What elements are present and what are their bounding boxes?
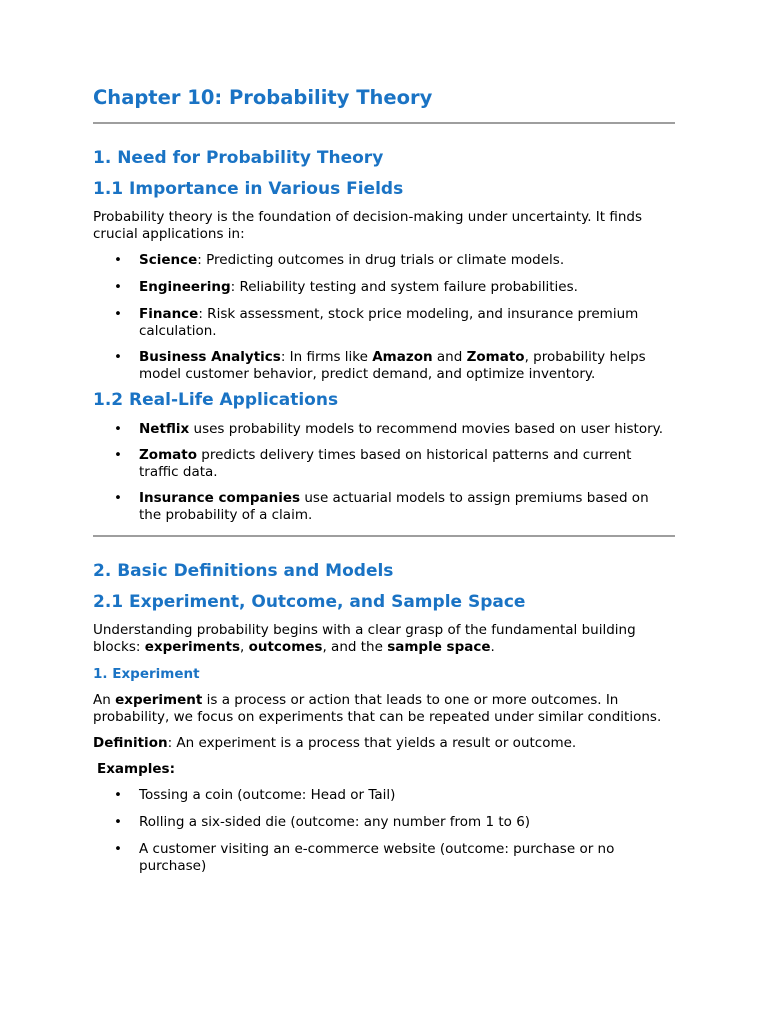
list-item: [93, 447, 675, 481]
list-item-text: use actuarial models to assign premiums based on the probability of a claim.: [139, 490, 649, 523]
examples-list: [93, 787, 675, 875]
section-1-1-heading: 1.1 Importance in Various Fields: [93, 179, 404, 199]
key-term: experiment: [115, 692, 203, 708]
list-item-term: Zomato: [139, 447, 197, 463]
section-1-heading: 1. Need for Probability Theory: [93, 148, 384, 168]
experiment-paragraph: An experiment is a process or action that leads to one or more outcomes. In probability, we focus on experiments that can be repeated under similar conditions.: [93, 692, 662, 725]
section-2-1-intro: Understanding probability begins with a clear grasp of the fundamental building blocks: experiments, outcomes, and the sample space.: [93, 622, 636, 655]
list-item: [93, 306, 675, 340]
list-item-text: , probability helps model customer behavior, predict demand, and optimize inventory.: [139, 349, 646, 382]
company-name: Zomato: [466, 349, 525, 365]
list-item-term: Business Analytics: [139, 349, 281, 365]
experiment-heading: 1. Experiment: [93, 666, 200, 682]
list-item-term: Insurance companies: [139, 490, 301, 506]
section-2-heading: 2. Basic Definitions and Models: [93, 561, 394, 581]
company-name: Amazon: [372, 349, 433, 365]
fields-list: [93, 252, 675, 383]
document-content: [93, 84, 675, 875]
list-item-text: : Predicting outcomes in drug trials or climate models.: [197, 252, 565, 268]
list-item: [93, 279, 675, 296]
divider: [93, 535, 675, 537]
examples-label: Examples:: [97, 761, 175, 777]
chapter-title: Chapter 10: Probability Theory: [93, 86, 433, 109]
list-item: [93, 421, 675, 438]
list-item-term: Finance: [139, 306, 199, 322]
list-item-text: : Risk assessment, stock price modeling, and insurance premium calculation.: [139, 306, 639, 339]
section-1-2-heading: 1.2 Real-Life Applications: [93, 390, 339, 410]
section-2-1-heading: 2.1 Experiment, Outcome, and Sample Space: [93, 592, 526, 612]
list-item: • Tossing a coin (outcome: Head or Tail): [93, 787, 675, 804]
key-term: outcomes: [248, 639, 323, 655]
list-item: [93, 490, 675, 524]
divider: [93, 122, 675, 124]
key-term: experiments: [144, 639, 240, 655]
section-1-1-intro: Probability theory is the foundation of decision-making under uncertainty. It finds crucial applications in:: [93, 209, 643, 242]
list-item-text: : Reliability testing and system failure probabilities.: [230, 279, 578, 295]
list-item: • Rolling a six-sided die (outcome: any number from 1 to 6): [93, 814, 675, 831]
list-item: [93, 252, 675, 269]
list-item-text: and: [432, 349, 467, 365]
list-item: [93, 349, 675, 383]
applications-list: [93, 421, 675, 524]
list-item-text: : In firms like: [280, 349, 373, 365]
definition-label: Definition: [93, 735, 168, 751]
list-item-text: uses probability models to recommend movies based on user history.: [189, 421, 664, 437]
key-term: sample space: [387, 639, 491, 655]
definition-paragraph: Definition: An experiment is a process that yields a result or outcome.: [93, 735, 577, 751]
list-item-text: predicts delivery times based on historical patterns and current traffic data.: [139, 447, 632, 480]
list-item: • A customer visiting an e-commerce website (outcome: purchase or no purchase): [93, 841, 675, 875]
list-item-term: Science: [139, 252, 198, 268]
list-item-term: Engineering: [139, 279, 231, 295]
list-item-term: Netflix: [139, 421, 190, 437]
